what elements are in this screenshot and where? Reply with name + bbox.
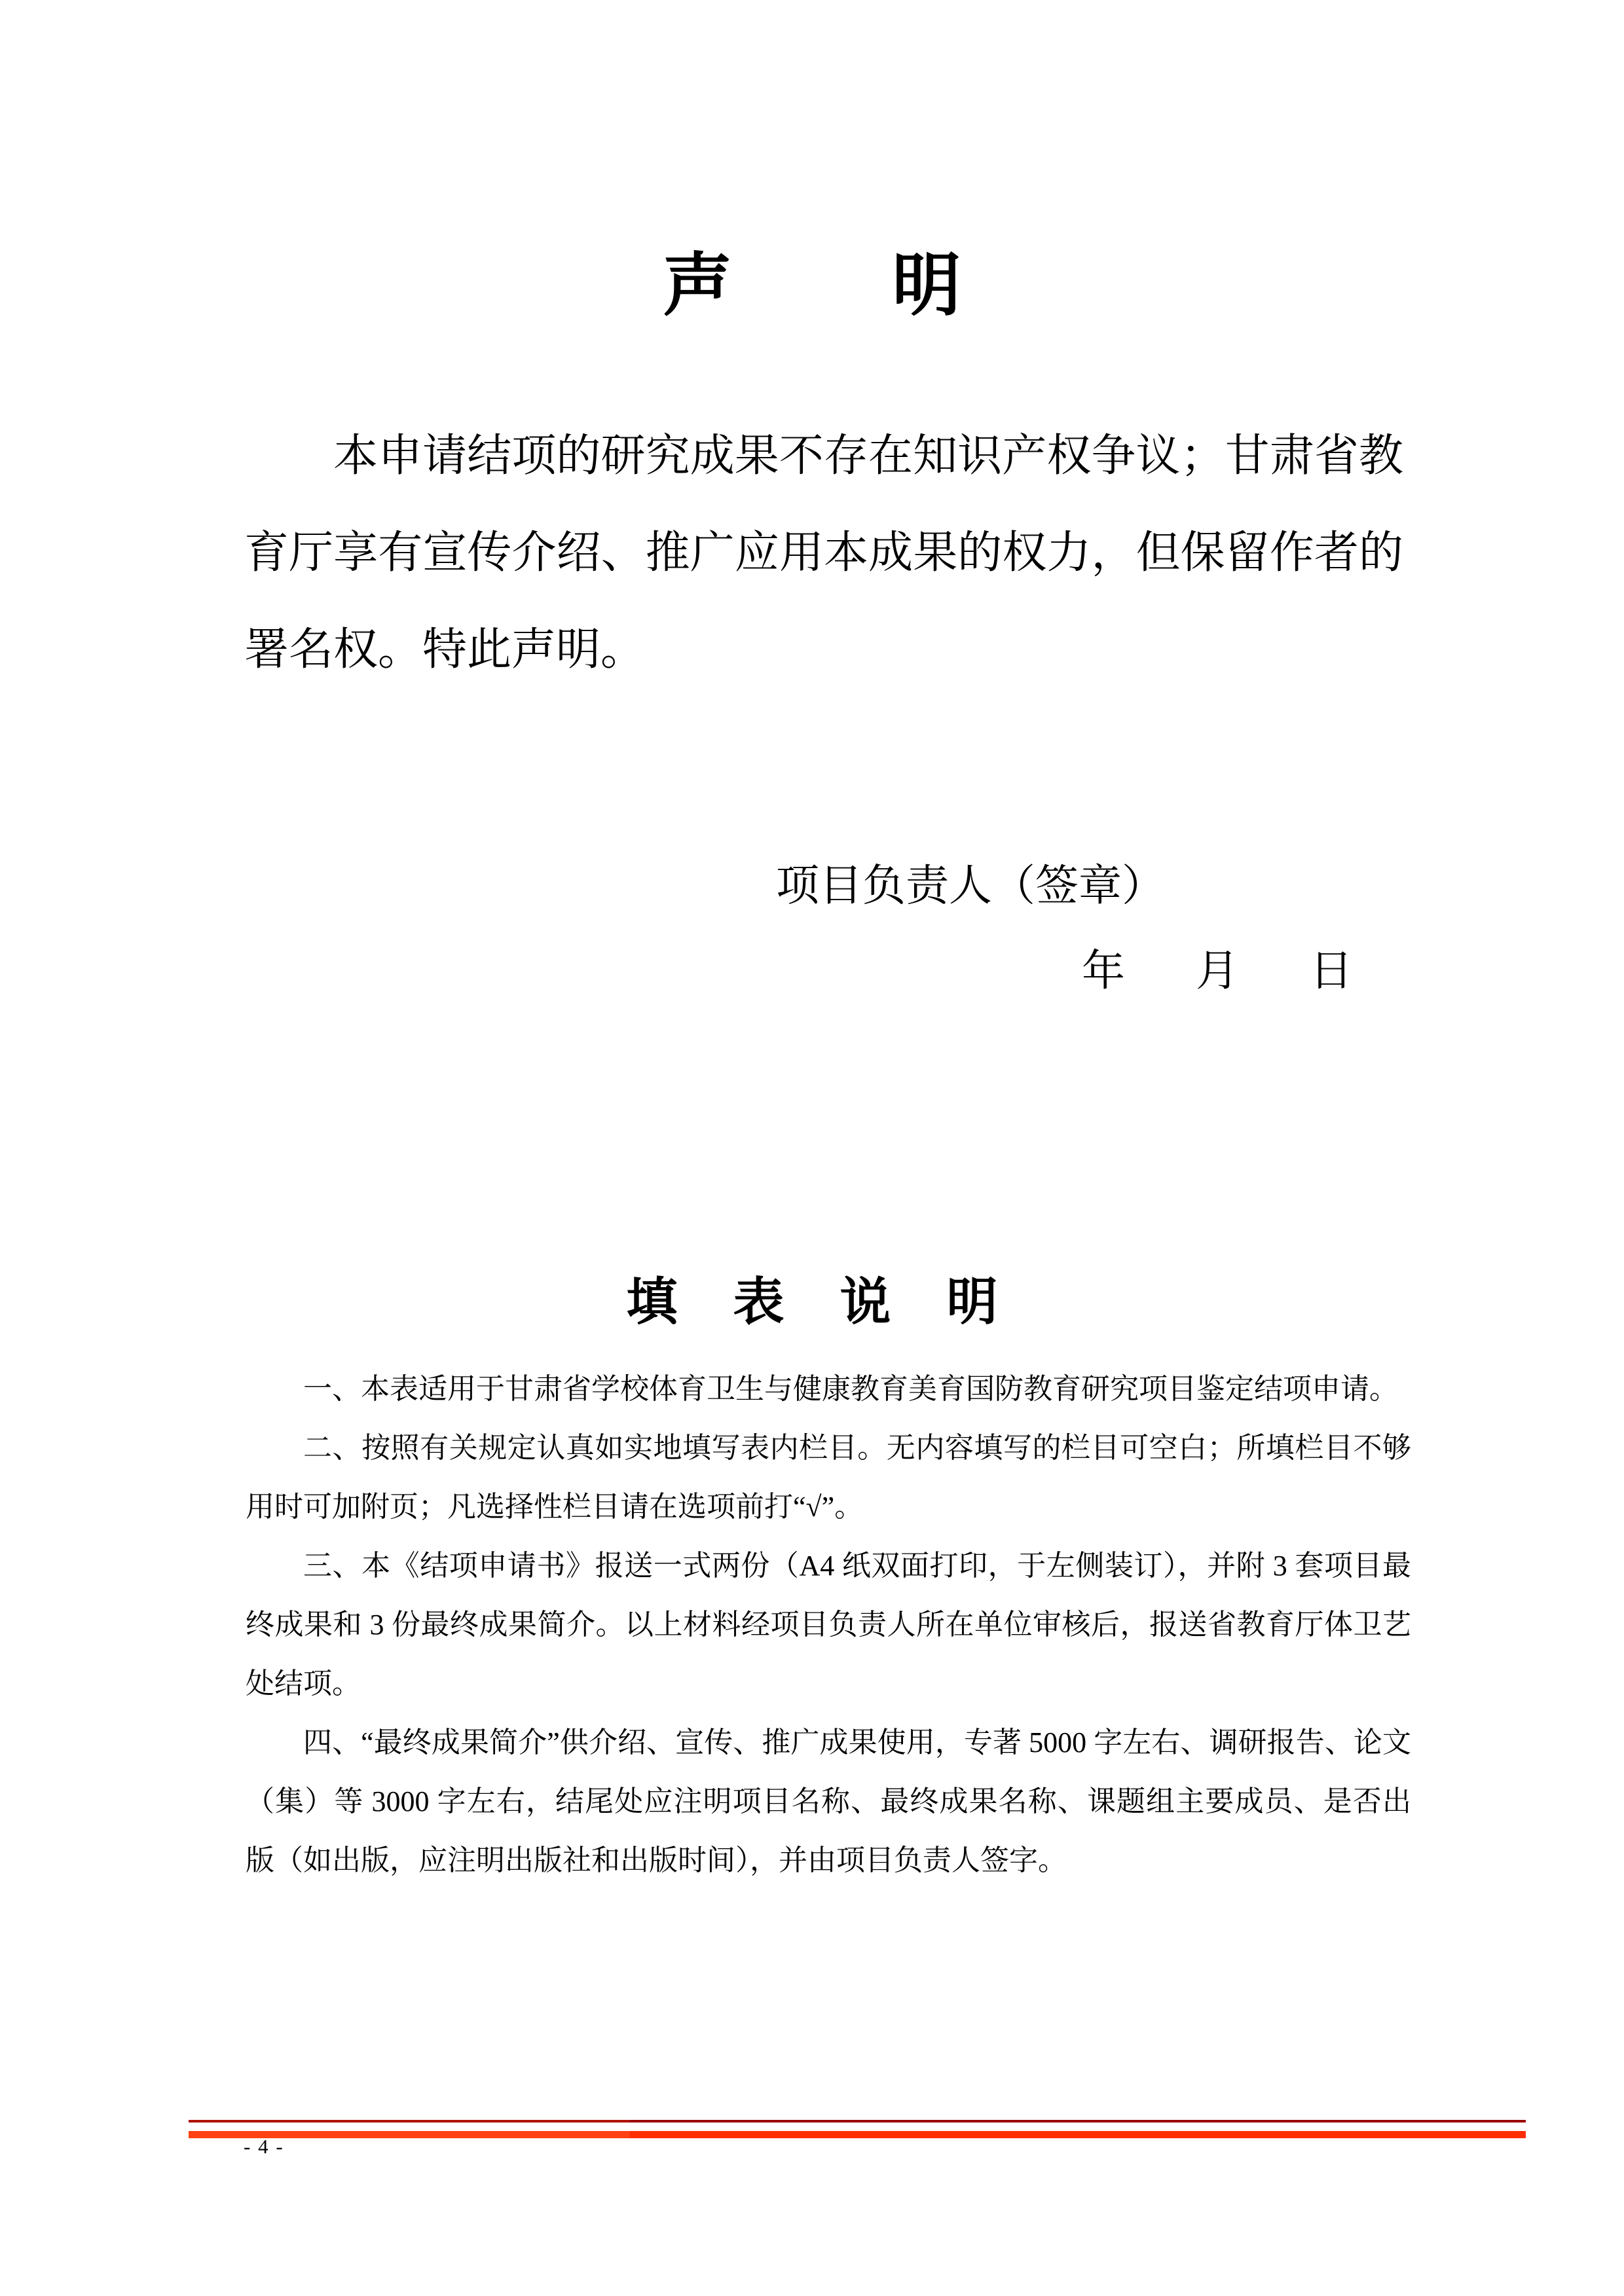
page-number: - 4 -	[244, 2135, 284, 2158]
date-day-label: 日	[1310, 947, 1353, 995]
date-year-label: 年	[1082, 947, 1125, 995]
instructions-list	[246, 1360, 1411, 1890]
declaration-body-paragraph: 本申请结项的研究成果不存在知识产权争议；甘肃省教育厅享有宣传介绍、推广应用本成果的权力，但保留作者的署名权。特此声明。	[244, 431, 1403, 674]
declaration-title-char: 明	[892, 247, 961, 324]
instructions-title-char: 表	[733, 1273, 784, 1330]
instruction-item: 一、本表适用于甘肃省学校体育卫生与健康教育美育国防教育研究项目鉴定结项申请。	[303, 1373, 1398, 1405]
declaration-title-char: 声	[663, 247, 732, 324]
instructions-title-char: 说	[840, 1273, 891, 1330]
instructions-title-char: 填	[626, 1273, 678, 1330]
date-line	[1082, 948, 1353, 996]
footer-rule-thick	[189, 2131, 1526, 2138]
instructions-title-char: 明	[946, 1273, 998, 1330]
footer-rule-thin	[189, 2120, 1526, 2123]
declaration-title	[0, 247, 1624, 324]
signer-signature-label: 项目负责人（签章）	[776, 862, 1165, 910]
instructions-title	[0, 1275, 1624, 1329]
instruction-item: 四、“最终成果简介”供介绍、宣传、推广成果使用，专著 5000 字左右、调研报告、论文（集）等 3000 字左右，结尾处应注明项目名称、最终成果名称、课题组主要成员、是否出版（如出版，应注明出版社和出版时间），并由项目负责人签字。	[246, 1726, 1411, 1876]
date-month-label: 月	[1196, 947, 1239, 995]
instruction-item: 三、本《结项申请书》报送一式两份（A4 纸双面打印，于左侧装订），并附 3 套项目最终成果和 3 份最终成果简介。以上材料经项目负责人所在单位审核后，报送省教育厅体卫艺处结项。	[246, 1550, 1411, 1700]
instruction-item: 二、按照有关规定认真如实地填写表内栏目。无内容填写的栏目可空白；所填栏目不够用时可加附页；凡选择性栏目请在选项前打“√”。	[246, 1432, 1411, 1523]
